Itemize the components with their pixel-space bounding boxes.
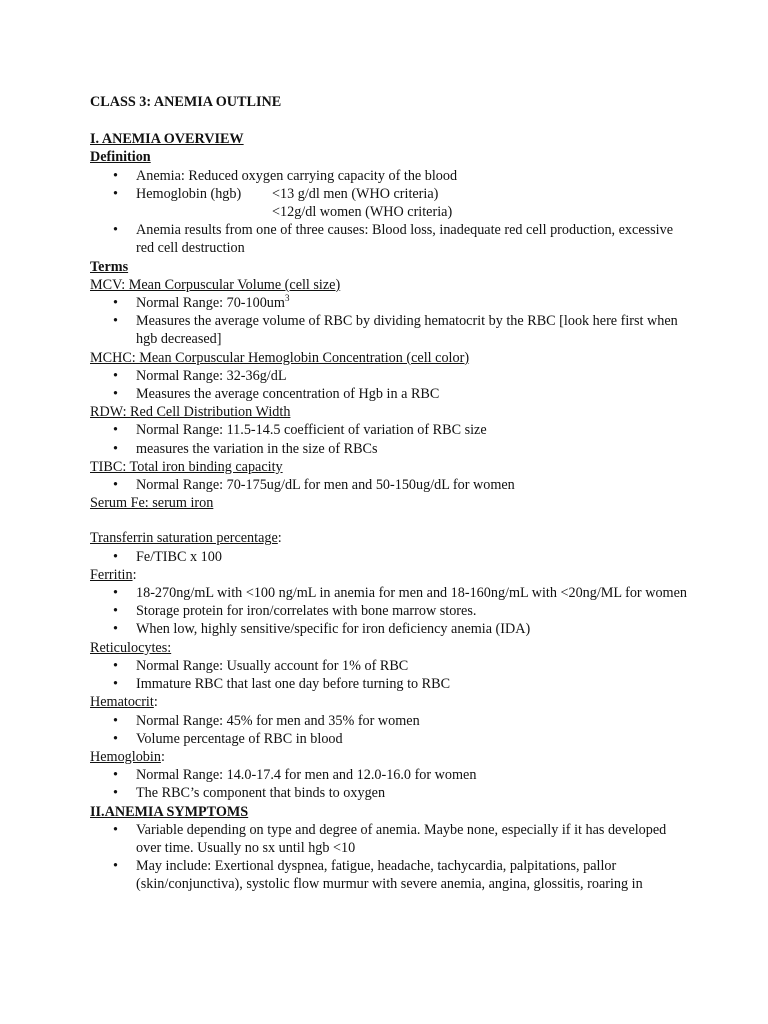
hematocrit-label: Hematocrit <box>90 694 154 711</box>
term-ferritin <box>90 566 690 584</box>
hemoglobin-colon: : <box>160 748 165 765</box>
section-heading-symptoms: II.ANEMIA SYMPTOMS <box>90 803 249 820</box>
list-item: • Normal Range: 70-175ug/dL for men and 50-150ug/dL for women <box>90 476 690 494</box>
list-item: • Fe/TIBC x 100 <box>90 548 690 566</box>
term-rdw: RDW: Red Cell Distribution Width <box>90 404 291 421</box>
document-page <box>90 93 690 894</box>
ferritin-label: Ferritin <box>90 566 133 583</box>
section-heading-overview: I. ANEMIA OVERVIEW <box>90 131 244 148</box>
hemoglobin-label: Hemoglobin <box>90 748 161 765</box>
list-item-hgb <box>90 185 690 221</box>
rdw-list <box>90 421 690 457</box>
hgb-row <box>136 185 690 203</box>
term-reticulocytes: Reticulocytes: <box>90 639 172 656</box>
term-tibc: TIBC: Total iron binding capacity <box>90 458 283 475</box>
hematocrit-list <box>90 712 690 748</box>
document-title: CLASS 3: ANEMIA OUTLINE <box>90 94 282 110</box>
term-transferrin <box>90 529 690 547</box>
hematocrit-colon: : <box>153 694 158 711</box>
term-mchc: MCHC: Mean Corpuscular Hemoglobin Concentration (cell color) <box>90 349 470 366</box>
list-item: • Measures the average volume of RBC by dividing hematocrit by the RBC [look here first when hgb decreased] <box>90 312 690 348</box>
list-item: • 18-270ng/mL with <100 ng/mL in anemia for men and 18-160ng/mL with <20ng/ML for women <box>90 584 690 602</box>
spacer <box>90 111 690 130</box>
list-item: • Storage protein for iron/correlates with bone marrow stores. <box>90 602 690 620</box>
definition-heading: Definition <box>90 149 151 166</box>
list-item: • May include: Exertional dyspnea, fatigue, headache, tachycardia, palpitations, pallor (skin/conjunctiva), systolic flow murmur with severe anemia, angina, glossitis, roaring in <box>90 857 690 893</box>
tibc-list <box>90 476 690 494</box>
term-mcv: MCV: Mean Corpuscular Volume (cell size) <box>90 276 341 293</box>
ferritin-list <box>90 584 690 639</box>
hgb-label: • Hemoglobin (hgb) <box>136 185 242 202</box>
symptoms-list <box>90 821 690 894</box>
transferrin-label: Transferrin saturation percentage <box>90 530 278 547</box>
list-item: • Variable depending on type and degree of anemia. Maybe none, especially if it has developed over time. Usually no sx until hgb <10 <box>90 821 690 857</box>
transferrin-colon: : <box>277 530 282 547</box>
mcv-range: Normal Range: 70-100um <box>136 295 285 312</box>
mcv-range-sup: 3 <box>284 293 290 304</box>
spacer <box>90 512 690 529</box>
term-serum-fe: Serum Fe: serum iron <box>90 495 214 512</box>
hgb-women-criteria: <12g/dl women (WHO criteria) <box>272 204 453 221</box>
term-hemoglobin <box>90 748 690 766</box>
list-item: • Normal Range: 14.0-17.4 for men and 12.0-16.0 for women <box>90 766 690 784</box>
list-item: • Anemia: Reduced oxygen carrying capacity of the blood <box>90 167 690 185</box>
list-item <box>90 294 690 312</box>
list-item: • Immature RBC that last one day before turning to RBC <box>90 675 690 693</box>
list-item: • Normal Range: 32-36g/dL <box>90 367 690 385</box>
hemoglobin-list <box>90 766 690 802</box>
list-item: • When low, highly sensitive/specific for iron deficiency anemia (IDA) <box>90 620 690 638</box>
term-hematocrit <box>90 693 690 711</box>
list-item: • Volume percentage of RBC in blood <box>90 730 690 748</box>
hgb-men-criteria: <13 g/dl men (WHO criteria) <box>272 185 439 202</box>
reticulocytes-list <box>90 657 690 693</box>
list-item: • Normal Range: 11.5-14.5 coefficient of variation of RBC size <box>90 421 690 439</box>
terms-heading: Terms <box>90 258 129 275</box>
list-item: • Anemia results from one of three causes: Blood loss, inadequate red cell production, excessive red cell destruction <box>90 221 690 257</box>
transferrin-list <box>90 548 690 566</box>
list-item: • Measures the average concentration of Hgb in a RBC <box>90 385 690 403</box>
definition-list <box>90 167 690 258</box>
mcv-list <box>90 294 690 349</box>
list-item: • The RBC’s component that binds to oxygen <box>90 784 690 802</box>
list-item: • measures the variation in the size of RBCs <box>90 440 690 458</box>
list-item: • Normal Range: Usually account for 1% of RBC <box>90 657 690 675</box>
mchc-list <box>90 367 690 403</box>
list-item: • Normal Range: 45% for men and 35% for women <box>90 712 690 730</box>
ferritin-colon: : <box>132 566 137 583</box>
